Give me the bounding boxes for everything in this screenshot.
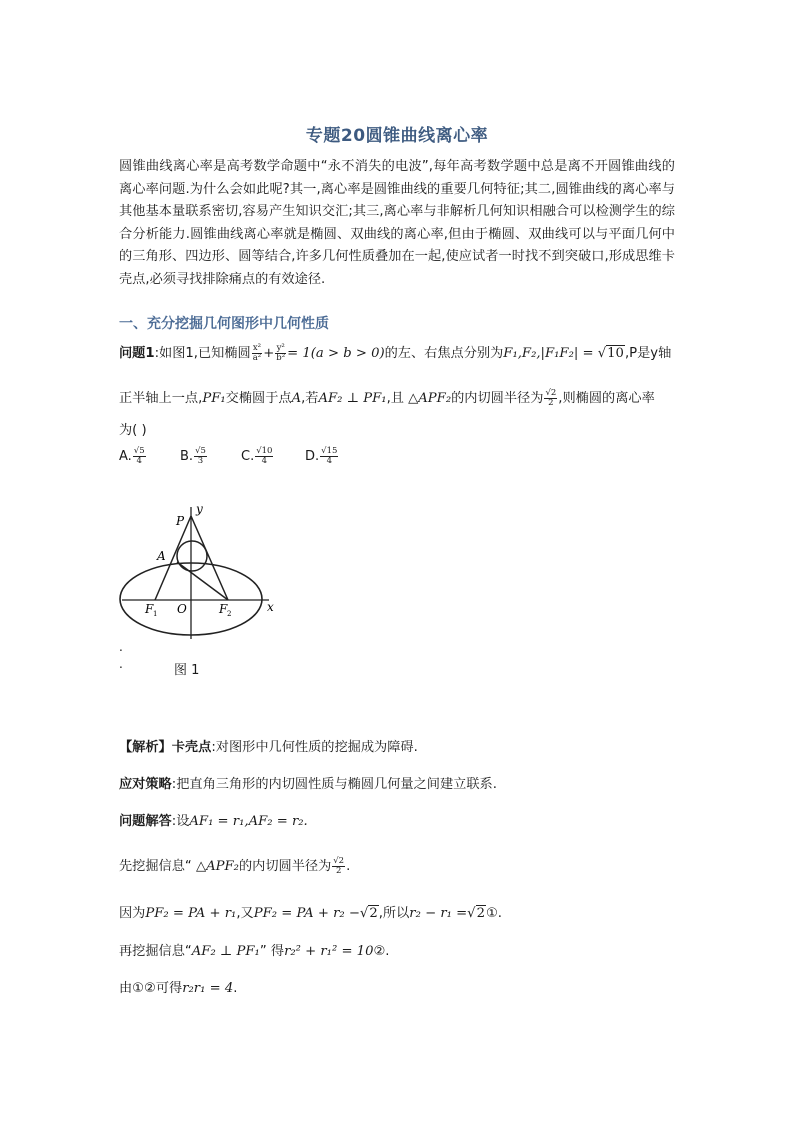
text-segment: ,又 xyxy=(236,906,254,921)
math-eq: PF₂ = PA + r₂ − xyxy=(253,906,360,921)
solution-line-2 xyxy=(119,773,497,792)
strategy-text: :把直角三角形的内切圆性质与椭圆几何量之间建立联系. xyxy=(171,777,497,792)
text-segment: 再挖掘信息“ xyxy=(119,944,192,959)
sqrt-2: √2 xyxy=(359,906,378,921)
incircle xyxy=(177,541,207,571)
answer-text: :设 xyxy=(171,814,190,829)
section-heading: 一、充分挖掘几何图形中几何性质 xyxy=(119,316,329,332)
option-d[interactable]: D. $\frac{√15}{4}$ xyxy=(305,446,338,466)
text-segment: ,所以 xyxy=(378,906,410,921)
answer-eq: AF₁ = r₁,AF₂ = r₂. xyxy=(189,814,308,829)
option-c[interactable]: C. $\frac{√10}{4}$ xyxy=(241,446,273,466)
solution-line-4 xyxy=(119,855,350,876)
math-eq: r₂² + r₁² = 10 xyxy=(284,944,374,959)
text-segment: 正半轴上一点, xyxy=(119,391,203,406)
text-segment: ,则椭圆的离心率 xyxy=(558,391,655,406)
text-segment: ” 得 xyxy=(259,944,285,959)
label-o: O xyxy=(177,602,187,616)
problem-label: 问题1 xyxy=(119,346,155,361)
label-f1-sub: 1 xyxy=(153,610,158,618)
math-apf2: APF₂ xyxy=(418,391,452,406)
math-eq: r₂r₁ = 4 xyxy=(182,981,234,996)
solution-line-7 xyxy=(119,977,237,996)
dot-marker: . xyxy=(119,640,123,654)
figure-caption: 图 1 xyxy=(174,663,200,678)
label-f1: F xyxy=(145,602,154,616)
label-a: A xyxy=(157,549,166,563)
problem-text: :如图1,已知椭圆 xyxy=(154,346,251,361)
solution-line-3 xyxy=(119,810,308,829)
ellipse-figure xyxy=(119,499,289,639)
problem-text-2: 的左、右焦点分别为 xyxy=(384,346,504,361)
text-segment: 先挖掘信息“ △ xyxy=(119,859,207,874)
math-perp: AF₂ ⊥ PF₁ xyxy=(318,391,387,406)
math-apf2: APF₂ xyxy=(206,859,239,874)
text-segment: . xyxy=(346,859,351,874)
problem-line-3: 为( ) xyxy=(119,423,147,438)
answer-label: 问题解答 xyxy=(119,814,172,829)
math-eq: PF₂ = PA + r₁ xyxy=(145,906,237,921)
label-x: x xyxy=(267,600,274,614)
text-segment: . xyxy=(233,981,238,996)
text-segment: ,若 xyxy=(301,391,319,406)
label-y: y xyxy=(196,502,203,516)
solution-tag: 【解析】 xyxy=(119,740,172,755)
intro-paragraph: 圆锥曲线离心率是高考数学命题中“永不消失的电波”,每年高考数学题中总是离不开圆锥曲线的离心率问题.为什么会如此呢?其一,离心率是圆锥曲线的重要几何特征;其二,圆锥曲线的离心率与其他基本量联系密切,容易产生知识交汇;其三,离心率与非解析几何知识相融合可以检测学生的综合分析能力.圆锥曲线离心率就是椭圆、双曲线的离心率,但由于椭圆、双曲线可以与平面几何中的三角形、四边形、圆等结合,许多几何性质叠加在一起,使应试者一时找不到突破口,形成思维卡壳点,必须寻找排除痛点的有效途径. xyxy=(119,159,675,287)
text-segment: 的内切圆半径为 xyxy=(238,859,332,874)
solution-line-6 xyxy=(119,940,389,959)
text-segment: ②. xyxy=(373,944,390,959)
foci-expression: F₁,F₂,|F₁F₂| = xyxy=(503,346,598,361)
ellipse-condition: = 1(a > b > 0) xyxy=(287,346,385,361)
text-segment: ,且 △ xyxy=(386,391,419,406)
fraction-sqrt2-over-2: $\frac{√2}{2}$ xyxy=(545,387,557,408)
math-pf1: PF₁ xyxy=(202,391,226,406)
option-b[interactable]: B. $\frac{√5}{3}$ xyxy=(180,446,206,466)
sqrt-2: √2 xyxy=(467,906,485,921)
fraction-sqrt2-over-2: $\frac{√2}{2}$ xyxy=(333,855,345,876)
label-f2: F xyxy=(219,602,228,616)
option-a[interactable]: A. $\frac{√5}{4}$ xyxy=(119,446,145,466)
problem-line-2 xyxy=(119,387,655,408)
page-title: 专题20圆锥曲线离心率 xyxy=(305,126,489,146)
stuck-text: :对图形中几何性质的挖掘成为障碍. xyxy=(211,740,418,755)
problem-text-3: ,P是y轴 xyxy=(624,346,672,361)
label-p: P xyxy=(176,514,185,528)
stuck-label: 卡壳点 xyxy=(171,740,212,755)
text-segment: 因为 xyxy=(119,906,146,921)
sqrt-10: √10 xyxy=(597,346,624,361)
dot-marker: . xyxy=(119,657,123,671)
math-perp: AF₂ ⊥ PF₁ xyxy=(191,944,260,959)
fraction-y2-b2: $\frac{\text{y²}}{\text{b²}}$ xyxy=(276,342,286,363)
text-segment: ①. xyxy=(485,906,502,921)
solution-line-5 xyxy=(119,902,502,921)
text-segment: 由①②可得 xyxy=(119,981,183,996)
fraction-x2-a2: $\frac{\text{x²}}{\text{a²}}$ xyxy=(252,342,262,363)
math-eq: r₂ − r₁ = xyxy=(409,906,468,921)
math-a: A xyxy=(291,391,302,406)
label-f2-sub: 2 xyxy=(227,610,232,618)
text-segment: 交椭圆于点 xyxy=(225,391,292,406)
strategy-label: 应对策略 xyxy=(119,777,172,792)
solution-line-1 xyxy=(119,736,418,755)
segment-p-f2 xyxy=(191,516,228,600)
text-segment: 的内切圆半径为 xyxy=(451,391,544,406)
problem-line-1: 问题1:如图1,已知椭圆 $\frac{\text{x²}}{\text{a²}}$ + $\frac{\text{y²}}{\text{b²}}$ = 1(a > b > 0)的左、右焦点分别为F₁,F₂,|F₁F₂| = √10,P是y轴 xyxy=(119,342,672,363)
